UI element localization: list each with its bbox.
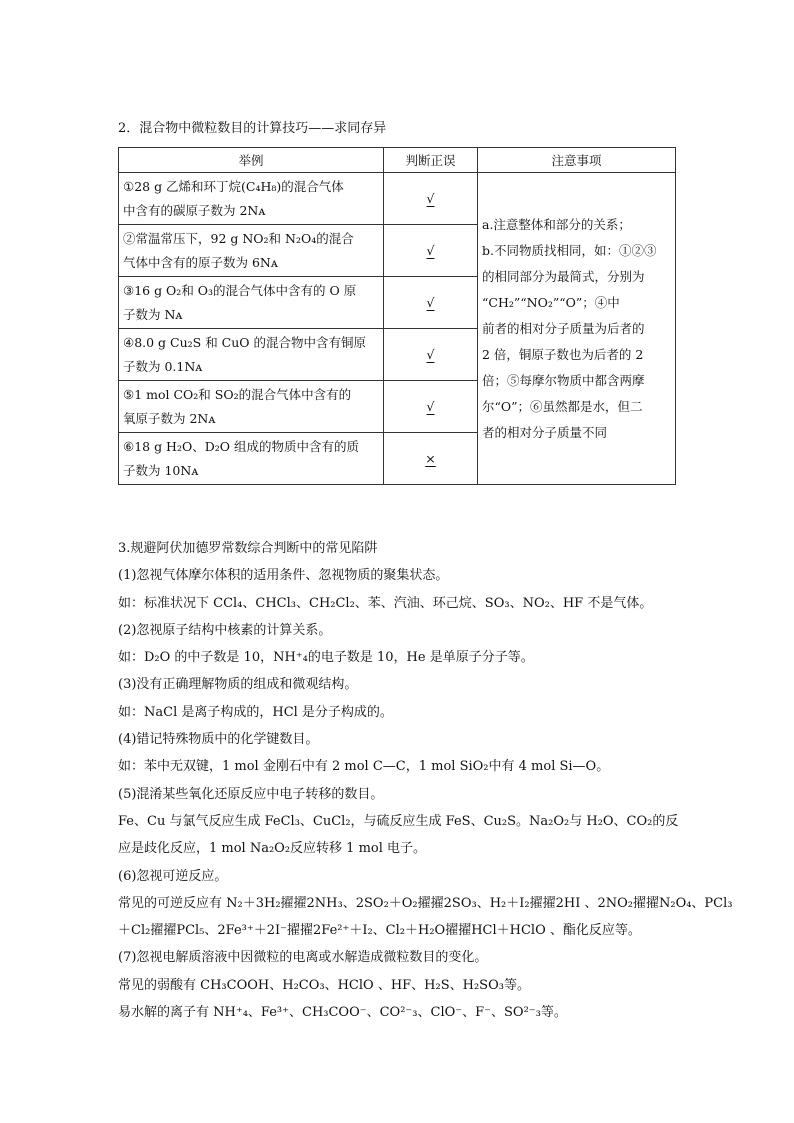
note-line: 的相同部分为最简式，分别为 [482, 268, 645, 284]
header-judge: 判断正误 [384, 148, 478, 173]
section-3-title: 3.规避阿伏加德罗常数综合判断中的常见陷阱 [118, 541, 378, 556]
judge-mark: √ [426, 243, 435, 258]
example-line: 中含有的碳原子数为 2Nᴀ [123, 202, 266, 218]
body-line: (6)忽视可逆反应。 [118, 868, 228, 884]
note-line: 者的相对分子质量不同 [482, 424, 608, 440]
example-cell [119, 381, 384, 433]
judge-cell [384, 381, 478, 433]
body-line: (7)忽视电解质溶液中因微粒的电离或水解造成微粒数目的变化。 [118, 950, 488, 966]
judge-mark: √ [426, 191, 435, 206]
body-line: (3)没有正确理解物质的组成和微观结构。 [118, 677, 358, 693]
body-line: (5)混淆某些氧化还原反应中电子转移的数目。 [118, 786, 384, 802]
example-line: 氧原子数为 2Nᴀ [123, 410, 216, 426]
body-line: (4)错记特殊物质中的化学键数目。 [118, 732, 319, 748]
body-line: Fe、Cu 与氯气反应生成 FeCl₃、CuCl₂，与硫反应生成 FeS、Cu₂S。Na₂O₂与 H₂O、CO₂的反 [118, 813, 679, 829]
note-line: b.不同物质找相同，如：①②③ [482, 242, 657, 258]
judge-mark: × [425, 451, 436, 466]
body-line: 如：苯中无双键，1 mol 金刚石中有 2 mol C—C，1 mol SiO₂中有 4 mol Si—O。 [118, 759, 610, 775]
example-cell [119, 225, 384, 277]
example-line: 气体中含有的原子数为 6Nᴀ [123, 254, 278, 270]
example-cell [119, 433, 384, 485]
body-line: 如：标准状况下 CCl₄、CHCl₃、CH₂Cl₂、苯、汽油、环己烷、SO₃、NO₂、HF 不是气体。 [118, 595, 653, 611]
example-line: 子数为 10Nᴀ [123, 462, 199, 478]
note-line: 前者的相对分子质量为后者的 [482, 320, 645, 336]
example-cell [119, 329, 384, 381]
example-cell [119, 173, 384, 225]
body-line: 常见的弱酸有 CH₃COOH、H₂CO₃、HClO 、HF、H₂S、H₂SO₃等。 [118, 977, 530, 993]
example-line: ②常温常压下，92 g NO₂和 N₂O₄的混合 [123, 230, 354, 246]
table-row [119, 173, 676, 225]
example-line: 子数为 0.1Nᴀ [123, 358, 203, 374]
header-example: 举例 [119, 148, 384, 173]
example-line: ①28 g 乙烯和环丁烷(C₄H₈)的混合气体 [123, 178, 344, 194]
example-line: ⑤1 mol CO₂和 SO₂的混合气体中含有的 [123, 386, 352, 402]
note-line: “CH₂”“NO₂”“O”；④中 [482, 294, 620, 310]
judge-cell [384, 225, 478, 277]
body-line: (1)忽视气体摩尔体积的适用条件、忽视物质的聚集状态。 [118, 568, 449, 584]
example-line: ④8.0 g Cu₂S 和 CuO 的混合物中含有铜原 [123, 334, 367, 350]
note-line: a.注意整体和部分的关系； [482, 216, 631, 232]
body-line: 易水解的离子有 NH⁺₄、Fe³⁺、CH₃COO⁻、CO²⁻₃、ClO⁻、F⁻、SO²⁻₃等。 [118, 1005, 567, 1021]
note-line: 倍；⑤每摩尔物质中都含两摩 [482, 372, 645, 388]
judge-mark: √ [426, 399, 435, 414]
body-line: 如：D₂O 的中子数是 10，NH⁺₄的电子数是 10，He 是单原子分子等。 [118, 650, 534, 666]
note-line: 尔“O”；⑥虽然都是水，但二 [482, 398, 643, 414]
table-header-row [119, 148, 676, 173]
body-line: (2)忽视原子结构中核素的计算关系。 [118, 622, 332, 638]
example-line: 子数为 Nᴀ [123, 306, 183, 322]
example-cell [119, 277, 384, 329]
note-line: 2 倍，铜原子数也为后者的 2 [482, 346, 644, 362]
section-3-body [118, 535, 733, 1026]
micro-particle-table [118, 147, 676, 485]
body-line: ＋Cl₂擢擢PCl₅、2Fe³⁺＋2I⁻擢擢2Fe²⁺＋I₂、Cl₂＋H₂O擢擢HCl＋HClO 、酯化反应等。 [118, 923, 641, 939]
judge-cell [384, 173, 478, 225]
judge-mark: √ [426, 347, 435, 362]
judge-cell [384, 277, 478, 329]
body-line: 应是歧化反应，1 mol Na₂O₂反应转移 1 mol 电子。 [118, 841, 427, 857]
example-line: ⑥18 g H₂O、D₂O 组成的物质中含有的质 [123, 438, 359, 454]
judge-cell [384, 329, 478, 381]
example-line: ③16 g O₂和 O₃的混合气体中含有的 O 原 [123, 282, 357, 298]
body-line: 常见的可逆反应有 N₂＋3H₂擢擢2NH₃、2SO₂＋O₂擢擢2SO₃、H₂＋I₂擢擢2HI 、2NO₂擢擢N₂O₄、PCl₃ [118, 895, 733, 911]
section-2-title: 2．混合物中微粒数目的计算技巧——求同存异 [118, 121, 387, 136]
body-line: 如：NaCl 是离子构成的，HCl 是分子构成的。 [118, 704, 393, 720]
judge-cell [384, 433, 478, 485]
notes-cell [478, 173, 676, 485]
judge-mark: √ [426, 295, 435, 310]
header-notes: 注意事项 [478, 148, 676, 173]
